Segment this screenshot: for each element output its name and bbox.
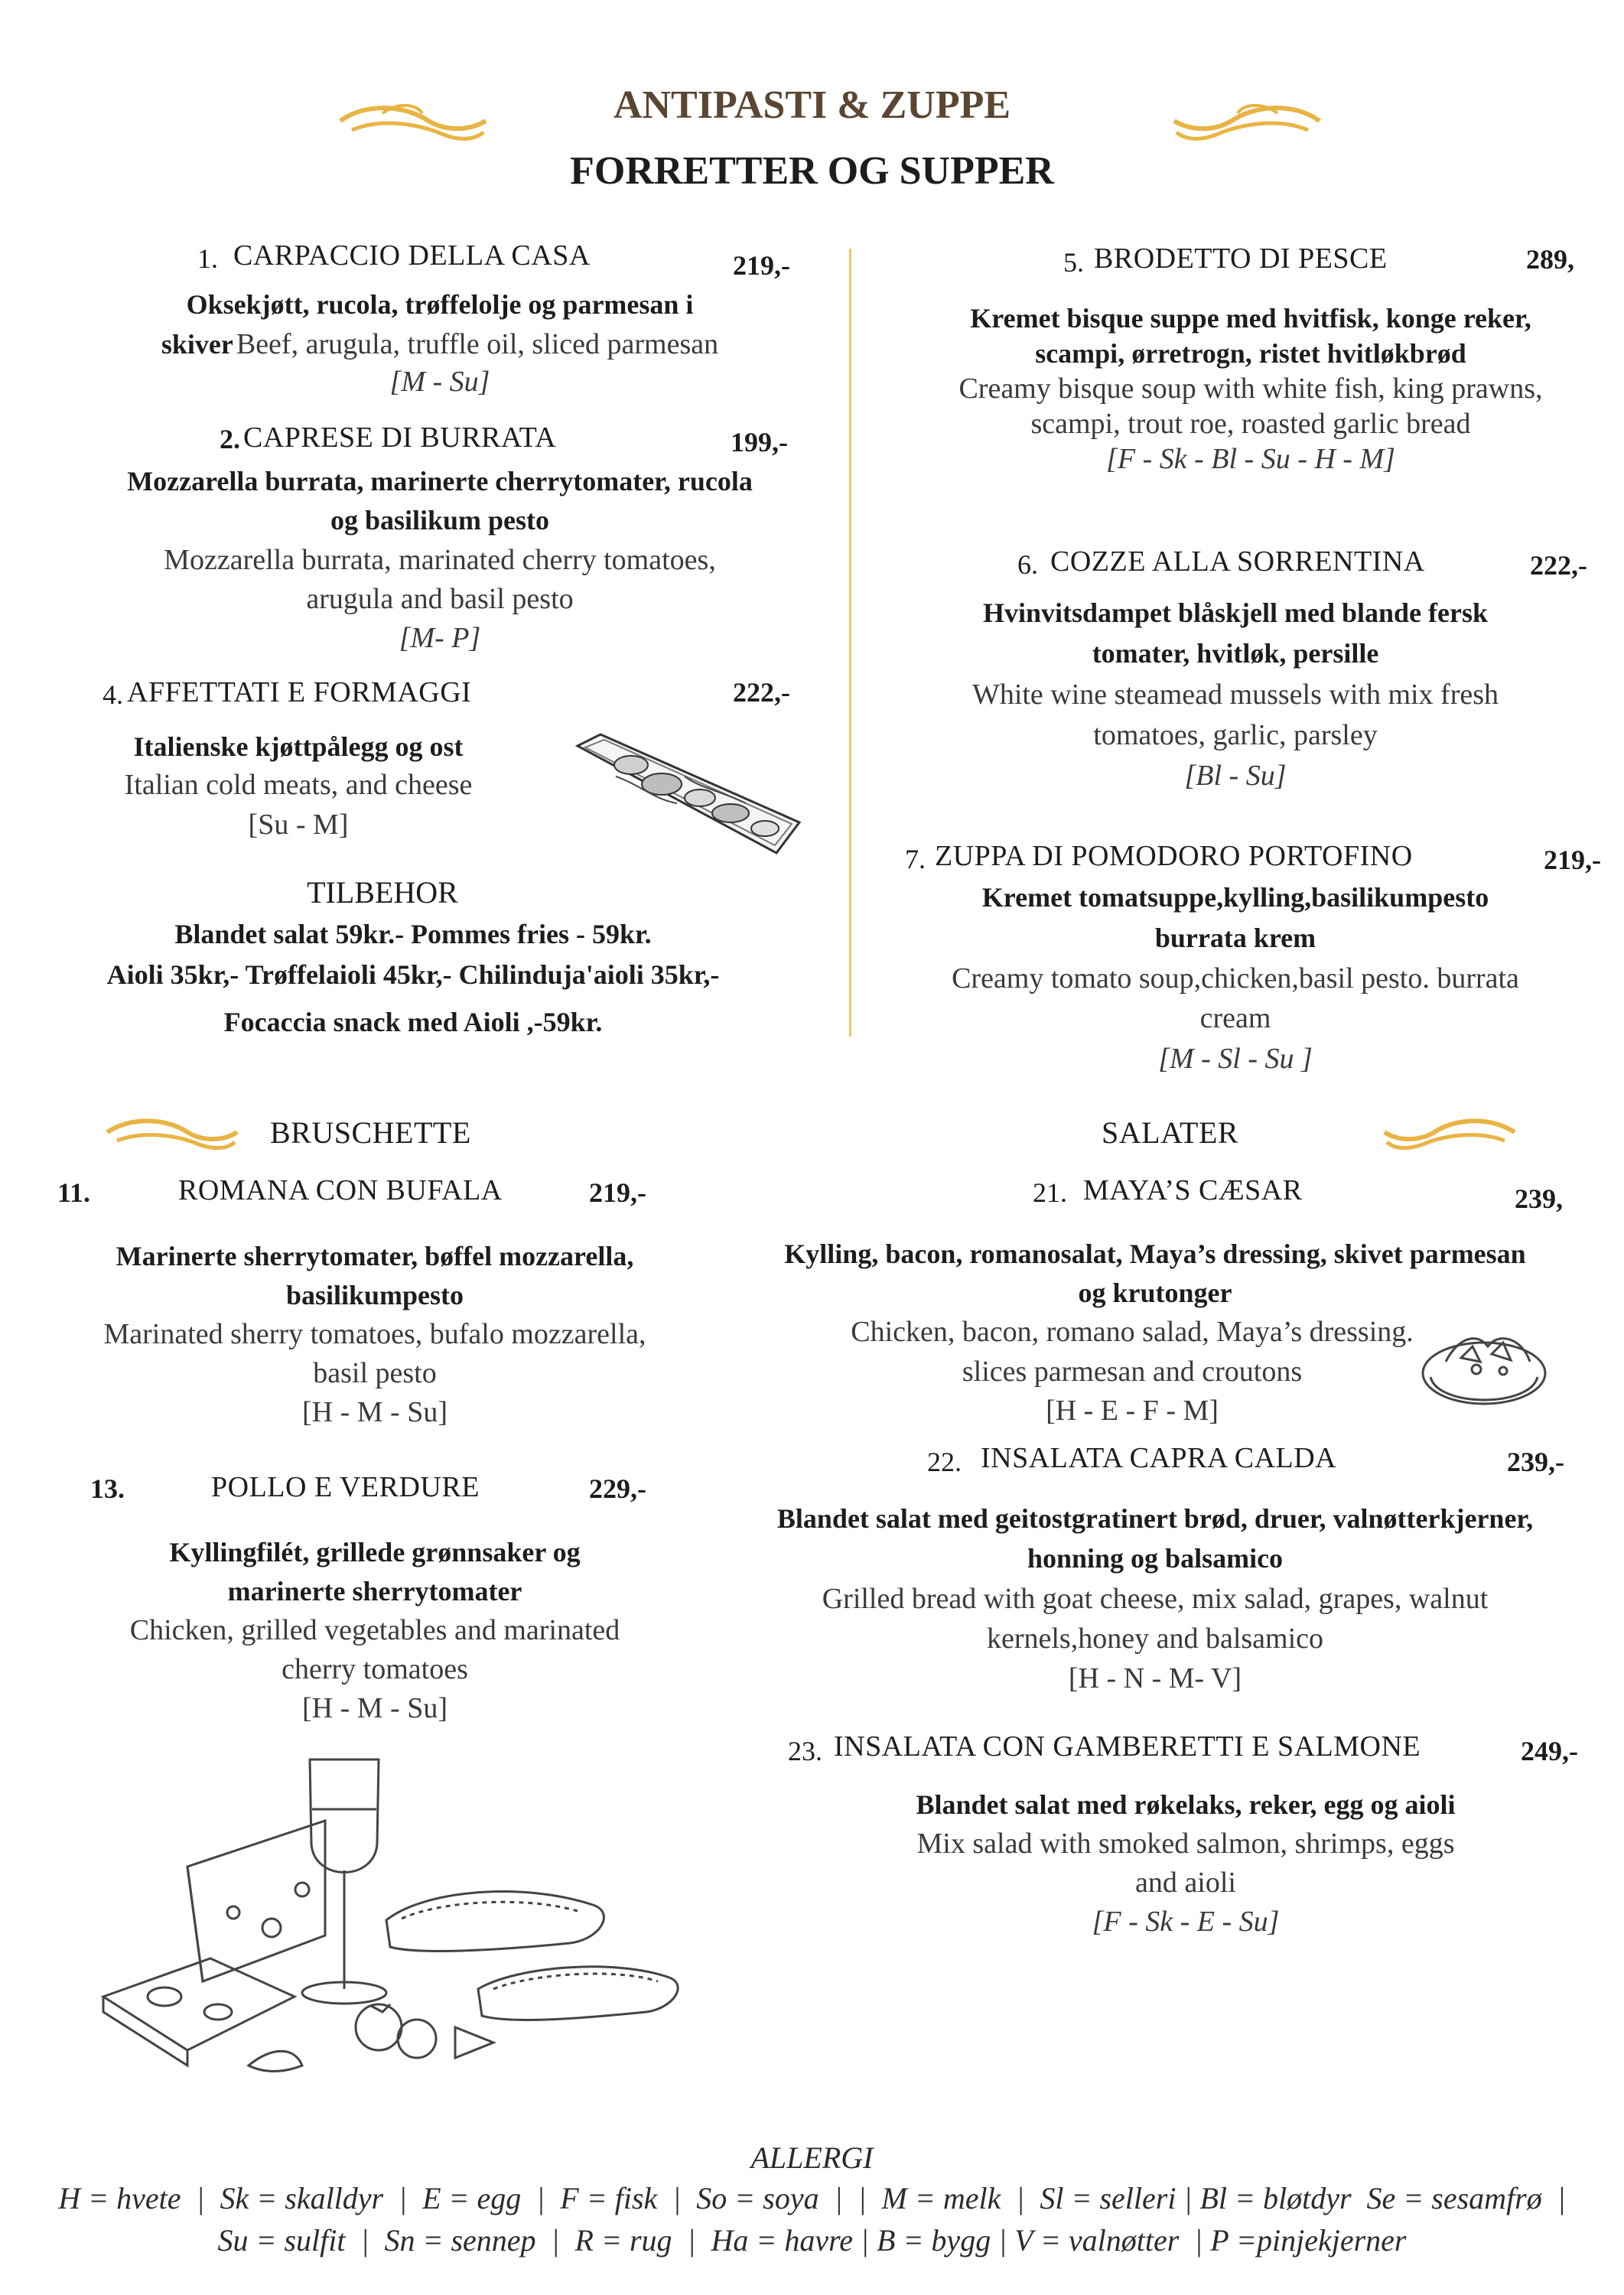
item-number: 13. — [90, 1473, 125, 1504]
item-name: BRODETTO DI PESCE — [1094, 243, 1388, 275]
item-description-nor: Blandet salat med geitostgratinert brød, druer, valnøtterkjerner, — [776, 1503, 1534, 1534]
item-description-eng: Marinated sherry tomatoes, bufalo mozzarella, — [103, 1318, 646, 1350]
item-allergens: [H - E - F - M] — [1046, 1395, 1219, 1427]
sides-line: Focaccia snack med Aioli ,-59kr. — [223, 1007, 603, 1037]
item-allergens: [M- P] — [399, 622, 481, 654]
item-allergens: [H - M - Su] — [302, 1692, 447, 1724]
item-allergens: [M - Su] — [389, 366, 490, 398]
item-description-eng: Italian cold meats, and cheese — [124, 769, 473, 801]
item-description-nor: burrata krem — [1154, 923, 1316, 953]
item-number: 7. — [905, 844, 926, 874]
wine-cheese-illustration-icon — [96, 1737, 692, 2081]
item-number: 22. — [927, 1447, 962, 1477]
item-price: 222,- — [733, 677, 790, 708]
item-name: INSALATA CON GAMBERETTI E SALMONE — [834, 1730, 1421, 1763]
item-price: 239, — [1515, 1183, 1563, 1214]
item-description-nor: Marinerte sherrytomater, bøffel mozzarella, — [116, 1241, 634, 1271]
item-description-nor: marinerte sherrytomater — [227, 1576, 522, 1606]
sides-line: Aioli 35kr,- Trøffelaioli 45kr,- Chilinduja'aioli 35kr,- — [106, 959, 720, 990]
item-price: 219,- — [733, 250, 790, 281]
item-description-nor: basilikumpesto — [285, 1280, 464, 1310]
column-divider — [849, 249, 851, 1037]
item-allergens: [F - Sk - E - Su] — [1092, 1906, 1280, 1938]
item-number: 5. — [1063, 247, 1084, 278]
item-number: 21. — [1033, 1177, 1067, 1208]
item-allergens: [Bl - Su] — [1184, 760, 1287, 792]
item-name: AFFETTATI E FORMAGGI — [127, 676, 472, 708]
item-description-eng: and aioli — [1135, 1867, 1236, 1899]
item-price: 249,- — [1521, 1736, 1578, 1766]
item-price: 219,- — [589, 1177, 646, 1208]
item-description-nor: Blandet salat med røkelaks, reker, egg og aioli — [916, 1789, 1456, 1820]
item-description-eng: scampi, trout roe, roasted garlic bread — [1030, 408, 1471, 440]
item-number: 11. — [57, 1177, 91, 1208]
item-description-eng: White wine steamead mussels with mix fresh — [971, 679, 1499, 711]
item-name: MAYA’S CÆSAR — [1083, 1174, 1303, 1206]
item-description-nor: Kyllingfilét, grillede grønnsaker og — [169, 1537, 581, 1567]
item-allergens: [H - M - Su] — [302, 1396, 447, 1428]
item-name: CAPRESE DI BURRATA — [243, 422, 557, 454]
menu-title: ANTIPASTI & ZUPPE — [613, 83, 1011, 127]
item-description-eng: Creamy bisque soup with white fish, king prawns, — [958, 373, 1543, 405]
item-number: 23. — [788, 1736, 822, 1766]
item-description-nor: Kremet bisque suppe med hvitfisk, konge reker, — [970, 303, 1531, 334]
item-name: POLLO E VERDURE — [211, 1471, 480, 1503]
item-description-eng: kernels,honey and balsamico — [986, 1623, 1324, 1655]
item-description-nor: tomater, hvitløk, persille — [1092, 638, 1379, 669]
item-price: 239,- — [1507, 1447, 1564, 1477]
sides-title: TILBEHOR — [307, 875, 458, 910]
item-price: 222,- — [1530, 550, 1587, 581]
item-description-eng: arugula and basil pesto — [306, 583, 574, 615]
salad-bowl-illustration-icon — [1415, 1300, 1553, 1423]
item-price: 219,- — [1544, 845, 1601, 875]
menu-subtitle: FORRETTER OG SUPPER — [570, 149, 1054, 193]
item-description-eng: Creamy tomato soup,chicken,basil pesto. burrata — [952, 962, 1519, 994]
item-allergens: [F - Sk - Bl - Su - H - M] — [1106, 443, 1395, 475]
item-description-nor: og basilikum pesto — [330, 505, 550, 536]
item-allergens: [H - N - M- V] — [1068, 1662, 1242, 1694]
allergy-title: ALLERGI — [750, 2140, 874, 2175]
item-description-nor: Oksekjøtt, rucola, trøffelolje og parmesan i — [186, 289, 694, 320]
item-description-eng: slices parmesan and croutons — [962, 1356, 1303, 1388]
item-description-eng: basil pesto — [313, 1357, 437, 1389]
item-number: 2. — [220, 424, 240, 454]
item-allergens: [M - Sl - Su ] — [1158, 1043, 1313, 1075]
sides-line: Blandet salat 59kr.- Pommes fries - 59kr. — [174, 919, 652, 949]
section-title-bruschette: BRUSCHETTE — [270, 1115, 471, 1150]
item-description-nor: Mozzarella burrata, marinerte cherrytomater, rucola — [127, 466, 753, 496]
item-description-eng: tomatoes, garlic, parsley — [1093, 719, 1378, 751]
item-description-nor: og krutonger — [1078, 1278, 1232, 1308]
item-number: 1. — [197, 243, 218, 274]
item-description-eng: Mix salad with smoked salmon, shrimps, eggs — [916, 1828, 1455, 1860]
allergy-line: Su = sulfit | Sn = sennep | R = rug | Ha = havre | B = bygg | V = valnøtter | P =pinjekjerner — [217, 2223, 1407, 2258]
item-price: 289, — [1526, 244, 1574, 275]
salater-flourish-icon — [1381, 1113, 1518, 1159]
item-description-nor: Hvinvitsdampet blåskjell med blande fersk — [982, 597, 1489, 628]
item-allergens: [Su - M] — [248, 809, 349, 841]
item-name: ROMANA CON BUFALA — [178, 1174, 503, 1206]
item-name: ZUPPA DI POMODORO PORTOFINO — [935, 840, 1413, 872]
item-description-eng: cream — [1199, 1002, 1271, 1034]
item-name: INSALATA CAPRA CALDA — [981, 1442, 1337, 1474]
item-description-mixed: skiver Beef, arugula, truffle oil, sliced parmesan — [161, 328, 719, 360]
item-name: CARPACCIO DELLA CASA — [233, 239, 591, 272]
item-price: 199,- — [731, 427, 788, 457]
item-number: 4. — [103, 679, 123, 710]
section-title-salater: SALATER — [1102, 1115, 1239, 1150]
item-description-eng: Grilled bread with goat cheese, mix salad, grapes, walnut — [822, 1583, 1489, 1615]
item-description-nor: Italienske kjøttpålegg og ost — [133, 731, 464, 762]
item-description-nor: Kremet tomatsuppe,kylling,basilikumpesto — [981, 882, 1489, 913]
item-description-eng: Chicken, grilled vegetables and marinated — [129, 1614, 620, 1646]
item-name: COZZE ALLA SORRENTINA — [1050, 545, 1425, 578]
platter-illustration-icon — [570, 731, 807, 861]
item-description-nor: honning og balsamico — [1027, 1543, 1284, 1574]
item-description-eng: Mozzarella burrata, marinated cherry tomatoes, — [164, 544, 716, 576]
item-number: 6. — [1017, 549, 1038, 580]
item-description-nor: scampi, ørretrogn, ristet hvitløkbrød — [1035, 338, 1466, 369]
item-description-eng: cherry tomatoes — [282, 1653, 468, 1685]
item-description-eng: Chicken, bacon, romano salad, Maya’s dressing. — [851, 1316, 1414, 1348]
allergy-line: H = hvete | Sk = skalldyr | E = egg | F = fisk | So = soya | | M = melk | Sl = selleri | Bl = bløtdyr Se = sesamfrø | — [58, 2181, 1566, 2215]
bruschette-flourish-icon — [103, 1113, 241, 1159]
item-price: 229,- — [589, 1473, 646, 1504]
item-description-nor: Kylling, bacon, romanosalat, Maya’s dressing, skivet parmesan — [784, 1239, 1526, 1269]
